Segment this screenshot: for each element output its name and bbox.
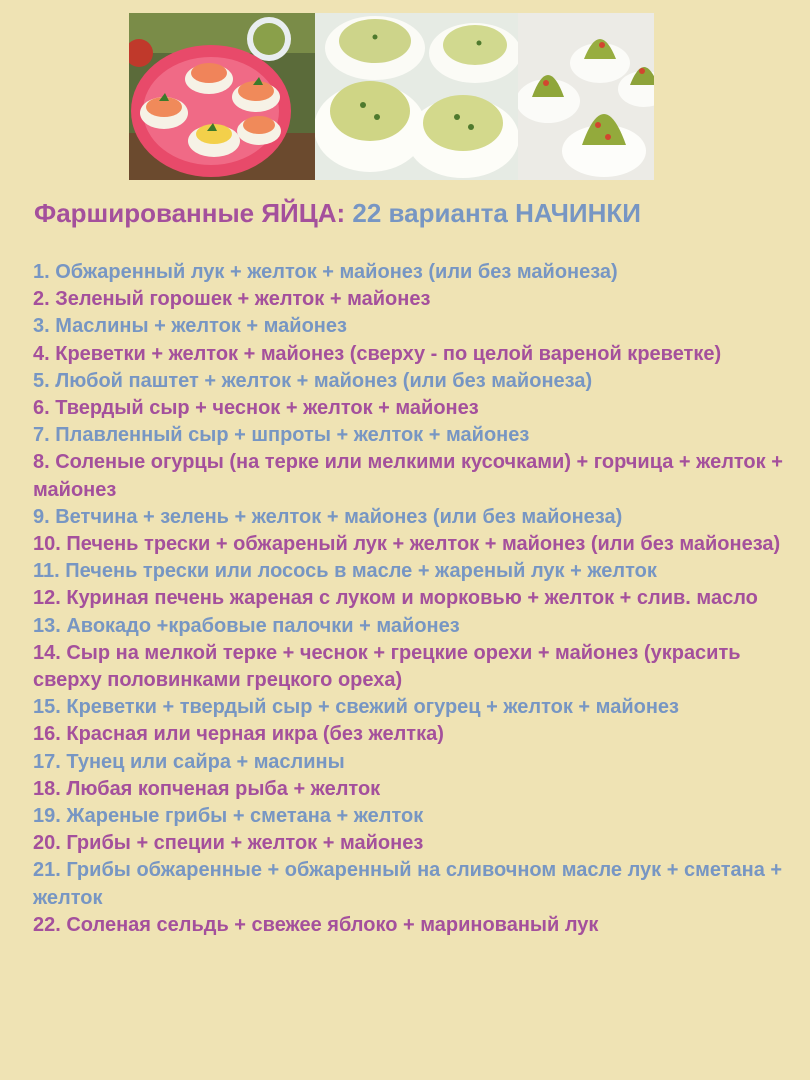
recipe-item: 13. Авокадо +крабовые палочки + майонез — [33, 614, 460, 637]
recipe-item: 3. Маслины + желток + майонез — [33, 315, 347, 338]
recipe-item: 14. Сыр на мелкой терке + чеснок + грецкие орехи + майонез (украсить сверху половинками грецкого ореха) — [33, 641, 741, 692]
recipe-list — [33, 259, 805, 939]
recipe-item: 7. Плавленный сыр + шпроты + желток + майонез — [33, 424, 530, 447]
recipe-item: 16. Красная или черная икра (без желтка) — [33, 723, 444, 746]
recipe-item: 10. Печень трески + обжареный лук + желток + майонез (или без майонеза) — [33, 533, 781, 556]
recipe-item: 21. Грибы обжаренные + обжаренный на сливочном масле лук + сметана + желток — [33, 859, 783, 909]
title-part-1: Фаршированные ЯЙЦА: — [34, 198, 346, 228]
page-title — [34, 198, 641, 229]
photo-strip — [129, 13, 654, 180]
recipe-item: 19. Жареные грибы + сметана + желток — [33, 805, 424, 828]
recipe-item: 15. Креветки + твердый сыр + свежий огурец + желток + майонез — [33, 696, 679, 719]
recipe-item: 5. Любой паштет + желток + майонез (или без майонеза) — [33, 369, 593, 392]
recipe-item: 1. Обжаренный лук + желток + майонез (или без майонеза) — [33, 261, 618, 283]
recipe-item: 2. Зеленый горошек + желток + майонез — [33, 288, 431, 311]
recipe-item: 4. Креветки + желток + майонез (сверху - по целой вареной креветке) — [33, 342, 722, 365]
title-part-2: 22 варианта НАЧИНКИ — [352, 198, 641, 228]
recipe-item: 17. Тунец или сайра + маслины — [33, 750, 345, 773]
recipe-item: 20. Грибы + специи + желток + майонез — [33, 832, 424, 855]
guacamole-eggs-photo — [518, 13, 654, 180]
recipe-item: 11. Печень трески или лосось в масле + жареный лук + желток — [33, 560, 657, 583]
recipe-item: 12. Куриная печень жареная с луком и морковью + желток + слив. масло — [33, 587, 758, 610]
herb-eggs-photo — [315, 13, 518, 180]
recipe-item: 9. Ветчина + зелень + желток + майонез (или без майонеза) — [33, 505, 623, 528]
recipe-item: 8. Соленые огурцы (на терке или мелкими кусочками) + горчица + желток + майонез — [33, 451, 783, 501]
recipe-item: 6. Твердый сыр + чеснок + желток + майонез — [33, 397, 479, 420]
recipe-item: 18. Любая копченая рыба + желток — [33, 777, 381, 800]
salmon-eggs-photo — [129, 13, 315, 180]
recipe-item: 22. Соленая сельдь + свежее яблоко + маринованый лук — [33, 913, 599, 936]
